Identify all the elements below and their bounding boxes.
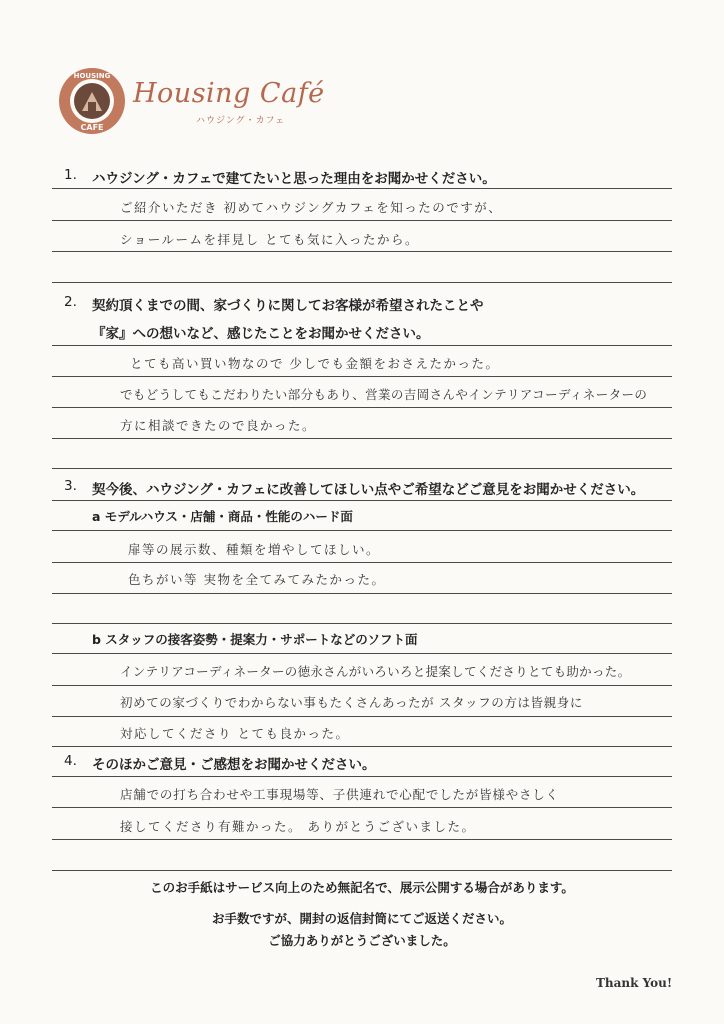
q3-rule-4 [52,593,672,594]
q3-b-answer-line-2: 初めての家づくりでわからない事もたくさんあったが スタッフの方は皆親身に [120,695,583,710]
q3-rule-1 [52,500,672,501]
q3-rule-5 [52,623,672,624]
q3-rule-9 [52,746,672,747]
q3-rule-7 [52,685,672,686]
q4-rule-3 [52,839,672,840]
q2-answer-line-2: でもどうしてもこだわりたい部分もあり、営業の吉岡さんやインテリアコーディネーターの [120,387,648,402]
q3-rule-6 [52,653,672,654]
q2-answer-line-1: とても高い買い物なので 少しでも金額をおさえたかった。 [130,356,500,371]
footer-line-1: お手数ですが、開封の返信封筒にてご返送ください。 [211,911,512,926]
brand-name: Housing Café [133,78,325,109]
q2-question-line-2: 『家』への想いなど、感じたことをお聞かせください。 [92,326,430,342]
q3-rule-8 [52,716,672,717]
footer-notice: このお手紙はサービス向上のため無記名で、展示公開する場合があります。 [150,880,574,895]
q2-question-line-1: 契約頂くまでの間、家づくりに関してお客様が希望されたことや [92,298,484,314]
q1-number: 1. [64,167,77,183]
q4-answer-line-2: 接してくださり有難かった。 ありがとうございました。 [120,819,476,834]
q1-rule-1 [52,188,672,189]
q3-rule-2 [52,530,672,531]
q1-rule-2 [52,220,672,221]
q3-a-answer-line-1: 扉等の展示数、種類を増やしてほしい。 [128,542,381,557]
q3-a-label: a モデルハウス・店舗・商品・性能のハード面 [92,509,353,524]
q3-b-label: b スタッフの接客姿勢・提案力・サポートなどのソフト面 [92,632,418,647]
q4-rule-1 [52,776,672,777]
q4-rule-4 [52,870,672,871]
q2-rule-5 [52,468,672,469]
housing-cafe-logo [57,66,127,136]
q3-rule-3 [52,562,672,563]
q1-answer-line-1: ご紹介いただき 初めてハウジングカフェを知ったのですが、 [120,200,503,215]
q2-rule-1 [52,345,672,346]
q2-number: 2. [64,294,77,310]
q3-number: 3. [64,478,77,494]
q3-b-answer-line-3: 対応してくださり とても良かった。 [120,726,350,741]
q4-number: 4. [64,753,77,769]
q4-rule-2 [52,807,672,808]
q2-rule-4 [52,438,672,439]
thank-you-text: Thank You! [596,976,673,990]
q1-rule-3 [52,251,672,252]
svg-text:HOUSING: HOUSING [73,72,111,80]
q2-rule-2 [52,376,672,377]
q3-a-answer-line-2: 色ちがい等 実物を全てみてみたかった。 [128,572,386,587]
q4-answer-line-1: 店舗での打ち合わせや工事現場等、子供連れで心配でしたが皆様やさしく [120,787,559,802]
q3-b-answer-line-1: インテリアコーディネーターの徳永さんがいろいろと提案してくださりとても助かった。 [120,664,631,679]
q1-answer-line-2: ショールームを拝見し とても気に入ったから。 [120,232,419,247]
q4-question: そのほかご意見・ご感想をお聞かせください。 [92,757,376,773]
q3-question: 契今後、ハウジング・カフェに改善してほしい点やご希望などご意見をお聞かせください。 [92,482,645,498]
q2-rule-3 [52,407,672,408]
q1-question: ハウジング・カフェで建てたいと思った理由をお聞かせください。 [92,171,496,187]
svg-text:CAFE: CAFE [80,123,104,132]
q1-rule-4 [52,282,672,283]
q2-answer-line-3: 方に相談できたので良かった。 [120,418,317,433]
footer-line-2: ご協力ありがとうございました。 [268,933,456,948]
brand-kana: ハウジング・カフェ [196,116,286,126]
